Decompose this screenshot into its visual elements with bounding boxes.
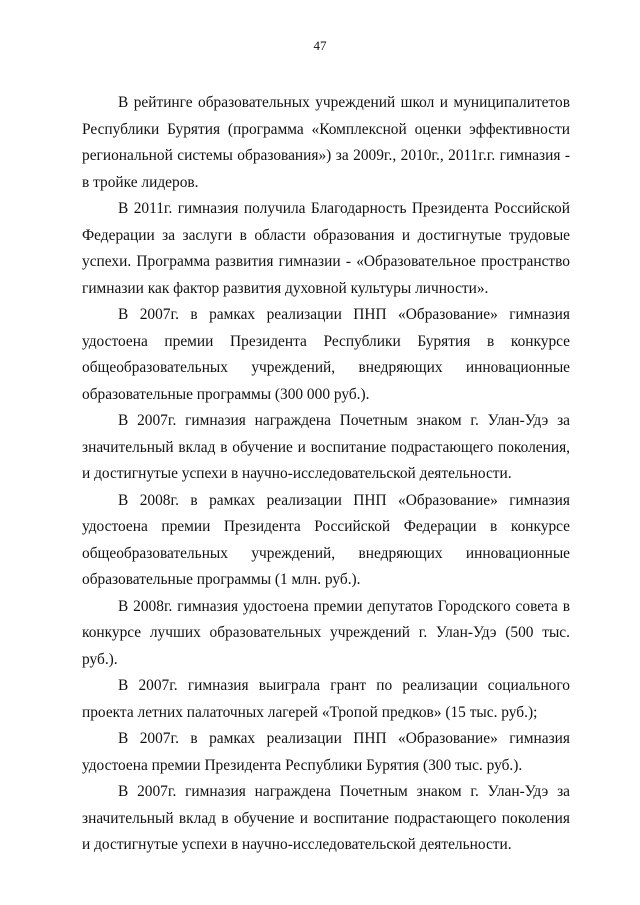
document-body — [82, 90, 570, 859]
paragraph-president-gratitude: В 2011г. гимназия получила Благодарность Президента Российской Федерации за заслуги в области образования и достигнутые трудовые успехи. Программа развития гимназии - «Образовательное пространство гимназии как фактор развития духовной культуры личности». — [82, 200, 570, 297]
paragraph-2007-grant: В 2007г. гимназия выиграла грант по реализации социального проекта летних палаточных лагерей «Тропой предков» (15 тыс. руб.); — [82, 677, 570, 721]
paragraph-2007-honor-badge: В 2007г. гимназия награждена Почетным знаком г. Улан-Удэ за значительный вклад в обучение и воспитание подрастающего поколения, и достигнутые успехи в научно-исследовательской деятельности. — [82, 412, 570, 482]
paragraph-rating: В рейтинге образовательных учреждений школ и муниципалитетов Республики Бурятия (программа «Комплексной оценки эффективности региональной системы образования») за 2009г., 2010г., 2011г.г. гимназия - в тройке лидеров. — [82, 94, 570, 191]
paragraph-2008-federal-prize: В 2008г. в рамках реализации ПНП «Образование» гимназия удостоена премии Президента Российской Федерации в конкурсе общеобразовательных учреждений, внедряющих инновационные образовательные программы (1 млн. руб.). — [82, 491, 570, 588]
paragraph-2007-republic-prize: В 2007г. в рамках реализации ПНП «Образование» гимназия удостоена премии Президента Республики Бурятия в конкурсе общеобразовательных учреждений, внедряющих инновационные образовательные программы (300 000 руб.). — [82, 306, 570, 403]
page-number: 47 — [313, 38, 327, 53]
paragraph-2007-honor-badge-2: В 2007г. гимназия награждена Почетным знаком г. Улан-Удэ за значительный вклад в обучение и воспитание подрастающего поколения и достигнутые успехи в научно-исследовательской деятельности. — [82, 783, 570, 853]
paragraph-2008-city-council-prize: В 2008г. гимназия удостоена премии депутатов Городского совета в конкурсе лучших образовательных учреждений г. Улан-Удэ (500 тыс. руб.). — [82, 597, 570, 668]
paragraph-2007-republic-prize-2: В 2007г. в рамках реализации ПНП «Образование» гимназия удостоена премии Президента Республики Бурятия (300 тыс. руб.). — [82, 730, 570, 774]
